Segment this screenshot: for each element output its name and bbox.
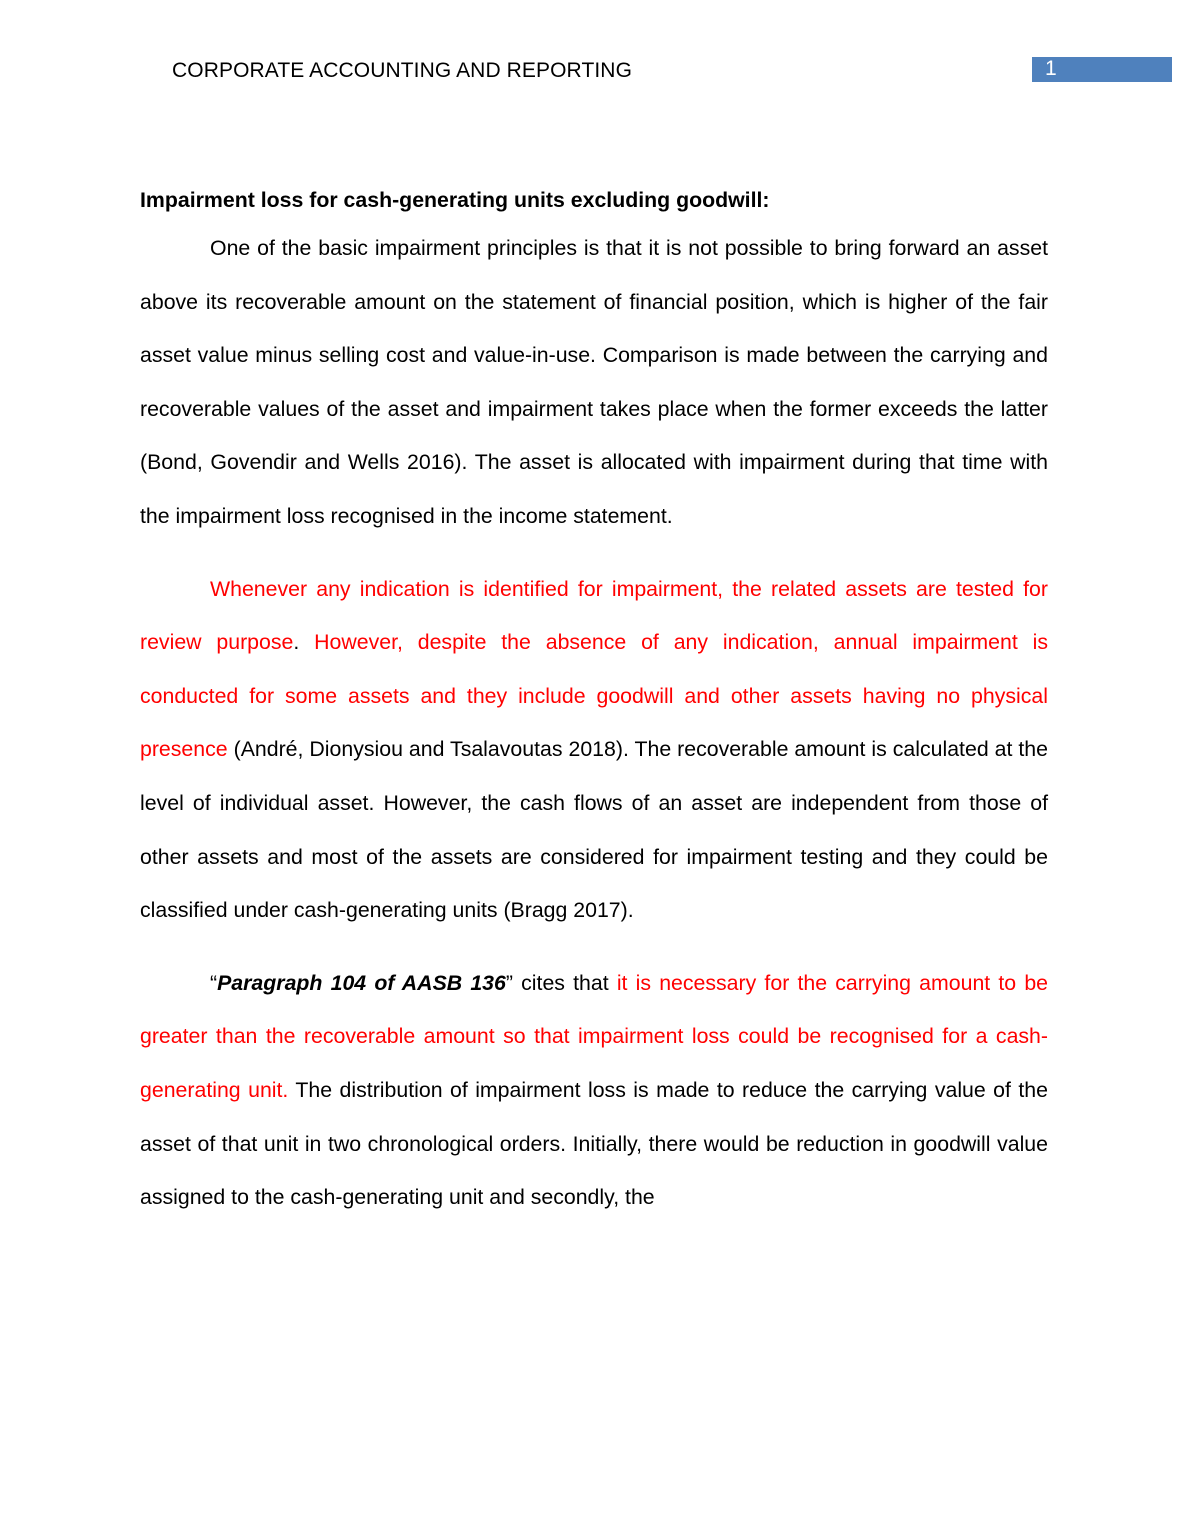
paragraph-text: The distribution of impairment loss is made to reduce the carrying value of the asset of that unit in two chronological orders. Initially, there would be reduction in goodwill value assigned to the cash-generating unit and secondly, the	[140, 1077, 1048, 1210]
paragraph-text: .	[293, 630, 315, 655]
paragraph-text: (André, Dionysiou and Tsalavoutas 2018). The recoverable amount is calculated at the level of individual asset. However, the cash flows of an asset are independent from those of other assets and most of the assets are considered for impairment testing and they could be classified under cash-generating units (Bragg 2017).	[140, 737, 1048, 923]
running-header-title: CORPORATE ACCOUNTING AND REPORTING	[172, 59, 633, 82]
highlighted-text: it is necessary for the carrying amount to be greater than the recoverable amount so that impairment loss could be recognised for a cash-generating unit.	[140, 970, 1049, 1102]
paragraph-text: ” cites that	[505, 970, 617, 995]
document-body	[140, 184, 1048, 1225]
standard-reference: Paragraph 104 of AASB 136	[217, 970, 506, 995]
page-number-badge	[1032, 57, 1172, 82]
highlighted-text: However, despite the absence of any indication, annual impairment is conducted for some assets and they include goodwill and other assets having no physical presence	[140, 630, 1048, 762]
section-heading: Impairment loss for cash-generating units excluding goodwill:	[140, 188, 770, 212]
open-quote: “	[210, 970, 218, 995]
page-number: 1	[1045, 57, 1057, 80]
highlighted-text: Whenever any indication is identified for impairment, the related assets are tested for review purpose	[140, 576, 1048, 655]
paragraph-1: One of the basic impairment principles is that it is not possible to bring forward an asset above its recoverable amount on the statement of financial position, which is higher of the fair asset value minus selling cost and value-in-use. Comparison is made between the carrying and recoverable values of the asset and impairment takes place when the former exceeds the latter (Bond, Govendir and Wells 2016). The asset is allocated with impairment during that time with the impairment loss recognised in the income statement.	[140, 236, 1048, 528]
paragraph-3	[140, 957, 1048, 1225]
paragraph-2	[140, 563, 1048, 938]
